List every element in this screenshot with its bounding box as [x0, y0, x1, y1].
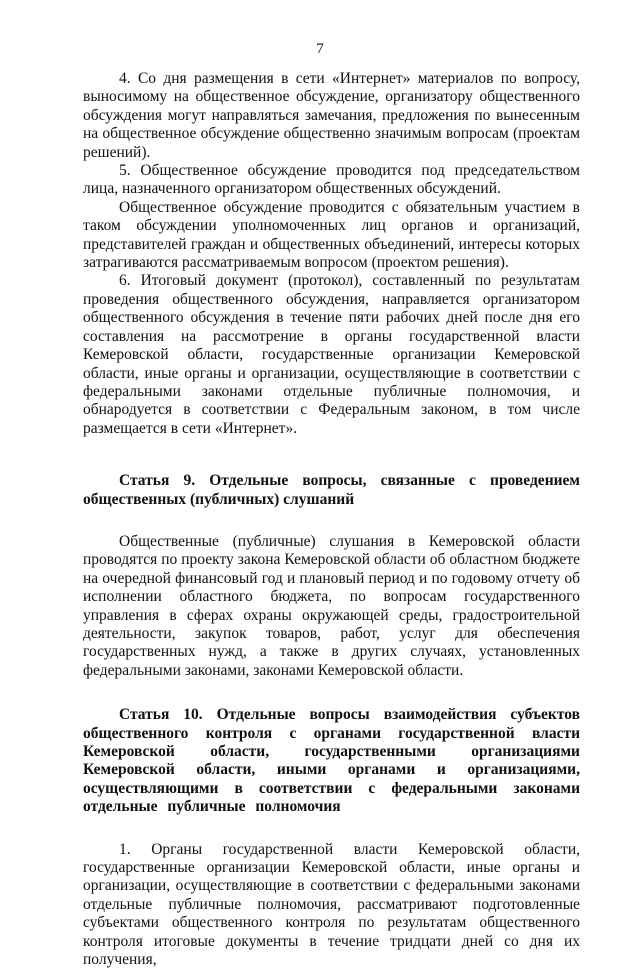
paragraph-item-4: 4. Со дня размещения в сети «Интернет» материалов по вопросу, выносимому на общественное обсуждение, организатору общественного обсуждения могут направляться замечания, предложения по вынесенным на общественное обсуждение общественно значимым вопросам (проектам решений).: [83, 70, 580, 161]
article-9-text: Общественные (публичные) слушания в Кемеровской области проводятся по проекту закона Кемеровской области об областном бюджете на очередной финансовый год и плановый период и по годовому отчету об исполнении областного бюджета, по вопросам государственного управления в сферах охраны окружающей среды, градостроительной деятельности, закупок товаров, работ, услуг для обеспечения государственных нужд, а также в других случаях, установленных федеральными законами, законами Кемеровской области.: [83, 532, 580, 679]
document-body: [83, 70, 580, 969]
paragraph-item-6: 6. Итоговый документ (протокол), составленный по результатам проведения общественного обсуждения, направляется организатором общественного обсуждения в течение пяти рабочих дней после дня его составления на рассмотрение в органы государственной власти Кемеровской области, государственные организации Кемеровской области, иные органы и организации, осуществляющие в соответствии с федеральными законами отдельные публичные полномочия, и обнародуется в соответствии с Федеральным законом, в том числе размещается в сети «Интернет».: [83, 272, 580, 437]
paragraph-participation: Общественное обсуждение проводится с обязательным участием в таком обсуждении уполномоченных лиц органов и организаций, представителей граждан и общественных объединений, интересы которых затрагиваются рассматриваемым вопросом (проектом решения).: [83, 198, 580, 272]
paragraph-item-5: 5. Общественное обсуждение проводится под председательством лица, назначенного организатором общественных обсуждений.: [83, 162, 580, 198]
article-10-item-1: 1. Органы государственной власти Кемеровской области, государственные организации Кемеровской области, иные органы и организации, осуществляющие в соответствии с федеральными законами отдельные публичные полномочия, рассматривают подготовленные субъектами общественного контроля по результатам общественного контроля итоговые документы в течение тридцати дней со дня их получения,: [83, 840, 580, 969]
page-number: 7: [316, 41, 324, 57]
article-10-heading: Статья 10. Отдельные вопросы взаимодействия субъектов общественного контроля с органами государственной власти Кемеровской области, государственными организациями Кемеровской области, иными органами и организациями, осуществляющими в соответствии с федеральными законами отдельные публичные полномочия: [83, 706, 580, 816]
article-9-heading: Статья 9. Отдельные вопросы, связанные с проведением общественных (публичных) слушаний: [83, 472, 580, 508]
